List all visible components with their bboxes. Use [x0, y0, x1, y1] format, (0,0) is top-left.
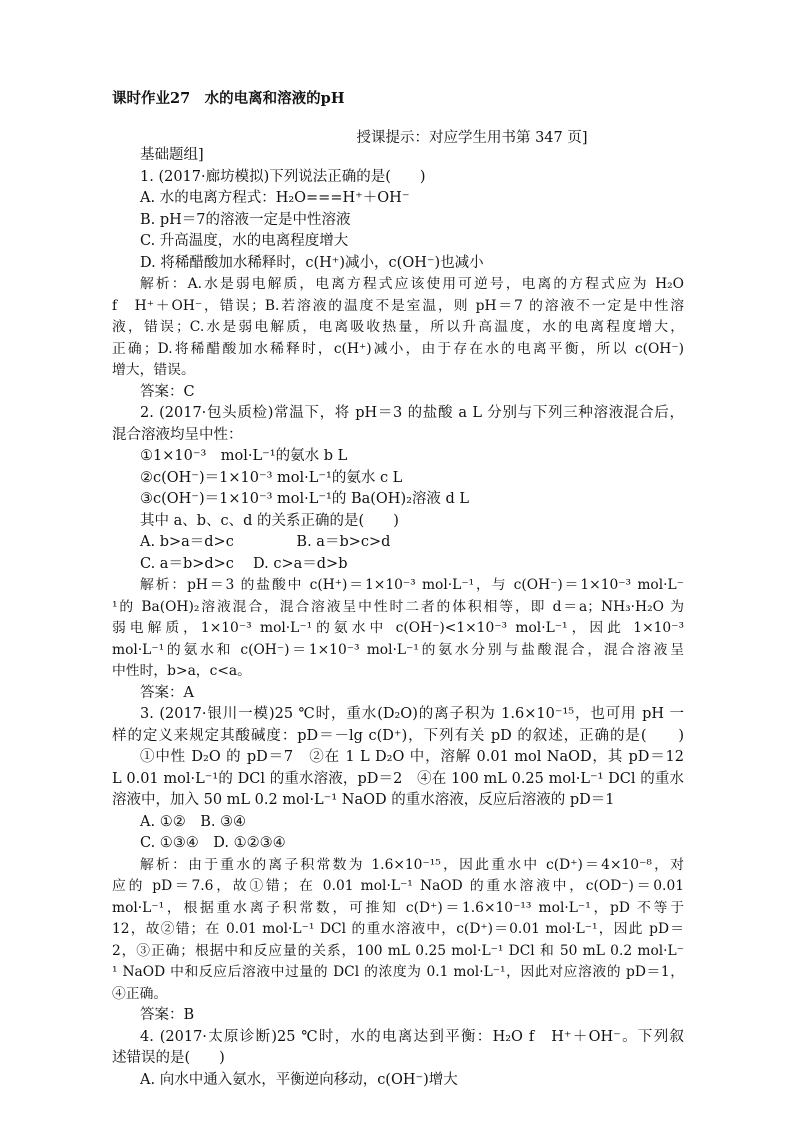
- text-line: f H⁺＋OH⁻，错误；B.若溶液的温度不是室温，则 pH＝7 的溶液不一定是中性溶: [112, 297, 684, 314]
- textbook-hint: 授课提示：对应学生用书第 347 页]: [356, 130, 588, 146]
- text-line: A. b>a＝d>c B. a＝b>c>d: [140, 534, 391, 550]
- text-line: 解析：pH＝3 的盐酸中 c(H⁺)＝1×10⁻³ mol·L⁻¹，与 c(OH⁻)＝1×10⁻³ mol·L⁻: [140, 577, 684, 593]
- text-line: L 0.01 mol·L⁻¹的 DCl 的重水溶液，pD＝2 ④在 100 mL 0.25 mol·L⁻¹ DCl 的重水: [112, 770, 684, 787]
- text-line: A. 水的电离方程式：H₂O===H⁺＋OH⁻: [140, 190, 410, 206]
- text-line: ④正确。: [112, 985, 168, 1002]
- text-line: 基础题组]: [140, 147, 204, 163]
- text-line: B. pH＝7的溶液一定是中性溶液: [140, 211, 351, 228]
- text-line: 3. (2017·银川一模)25 ℃时，重水(D₂O)的离子积为 1.6×10⁻¹⁵，也可用 pH 一: [140, 706, 684, 722]
- text-line: 2，③正确；根据中和反应量的关系，100 mL 0.25 mol·L⁻¹ DCl 和 50 mL 0.2 mol·L⁻: [112, 942, 684, 959]
- text-line: mol·L⁻¹的氨水和 c(OH⁻)＝1×10⁻³ mol·L⁻¹的氨水分别与盐酸混合，混合溶液呈: [112, 641, 684, 658]
- text-line: 答案：A: [140, 684, 194, 701]
- text-line: 述错误的是( ): [112, 1050, 225, 1066]
- text-line: ②c(OH⁻)＝1×10⁻³ mol·L⁻¹的氨水 c L: [140, 469, 403, 486]
- text-line: 溶液中，加入 50 mL 0.2 mol·L⁻¹ NaOD 的重水溶液，反应后溶液的 pD＝1: [112, 792, 615, 808]
- text-line: 12，故②错；在 0.01 mol·L⁻¹ DCl 的重水溶液中，c(D⁺)＝0.01 mol·L⁻¹，因此 pD＝: [112, 921, 684, 937]
- text-line: 解析：A.水是弱电解质，电离方程式应该使用可逆号，电离的方程式应为 H₂O: [140, 276, 684, 292]
- text-line: 应的 pD＝7.6，故①错；在 0.01 mol·L⁻¹ NaOD 的重水溶液中，c(OD⁻)＝0.01: [112, 878, 684, 894]
- text-line: 中性时，b>a，c<a。: [112, 663, 251, 679]
- question-content: [112, 145, 684, 1091]
- text-line: 弱电解质，1×10⁻³ mol·L⁻¹的氨水中 c(OH⁻)<1×10⁻³ mol·L⁻¹，因此 1×10⁻³: [112, 620, 684, 636]
- text-line: ③c(OH⁻)＝1×10⁻³ mol·L⁻¹的 Ba(OH)₂溶液 d L: [140, 491, 470, 507]
- text-line: 4. (2017·太原诊断)25 ℃时，水的电离达到平衡：H₂O f H⁺＋OH⁻。下列叙: [140, 1028, 684, 1045]
- text-line: 其中 a、b、c、d 的关系正确的是( ): [140, 512, 399, 529]
- text-line: ①1×10⁻³ mol·L⁻¹的氨水 b L: [140, 448, 348, 464]
- text-line: ¹的 Ba(OH)₂溶液混合，混合溶液呈中性时二者的体积相等，即 d＝a；NH₃·H₂O 为: [112, 598, 684, 615]
- page-title: 课时作业27 水的电离和溶液的pH: [112, 90, 345, 107]
- text-line: ¹ NaOD 中和反应后溶液中过量的 DCl 的浓度为 0.1 mol·L⁻¹，因此对应溶液的 pD＝1，: [112, 964, 684, 980]
- text-line: 答案：B: [140, 1007, 195, 1023]
- text-line: C. 升高温度，水的电离程度增大: [140, 233, 349, 249]
- text-line: 增大，错误。: [112, 362, 195, 378]
- text-line: 1. (2017·廊坊模拟)下列说法正确的是( ): [140, 168, 426, 185]
- text-line: A. 向水中通入氨水，平衡逆向移动，c(OH⁻)增大: [140, 1071, 458, 1088]
- text-line: 样的定义来规定其酸碱度：pD＝－lg c(D⁺)，下列有关 pD 的叙述，正确的是( ): [112, 727, 684, 744]
- text-line: 正确；D.将稀醋酸加水稀释时，c(H⁺)减小，由于存在水的电离平衡，所以 c(OH⁻): [112, 340, 684, 357]
- text-line: 答案：C: [140, 383, 195, 400]
- text-line: A. ①② B. ③④: [140, 813, 247, 830]
- text-line: 液，错误；C.水是弱电解质，电离吸收热量，所以升高温度，水的电离程度增大，: [112, 319, 684, 335]
- text-line: C. a＝b>d>c D. c>a＝d>b: [140, 555, 348, 572]
- text-line: mol·L⁻¹，根据重水离子积常数，可推知 c(D⁺)＝1.6×10⁻¹³ mol·L⁻¹，pD 不等于: [112, 899, 684, 916]
- text-line: 混合溶液均呈中性：: [112, 426, 243, 443]
- text-line: D. 将稀醋酸加水稀释时，c(H⁺)减小，c(OH⁻)也减小: [140, 254, 484, 271]
- text-line: C. ①③④ D. ①②③④: [140, 835, 286, 851]
- text-line: 解析：由于重水的离子积常数为 1.6×10⁻¹⁵，因此重水中 c(D⁺)＝4×10⁻⁸，对: [140, 856, 684, 873]
- text-line: 2. (2017·包头质检)常温下，将 pH＝3 的盐酸 a L 分别与下列三种溶液混合后，: [140, 405, 684, 421]
- text-line: ①中性 D₂O 的 pD＝7 ②在 1 L D₂O 中，溶解 0.01 mol NaOD，其 pD＝12: [140, 749, 684, 765]
